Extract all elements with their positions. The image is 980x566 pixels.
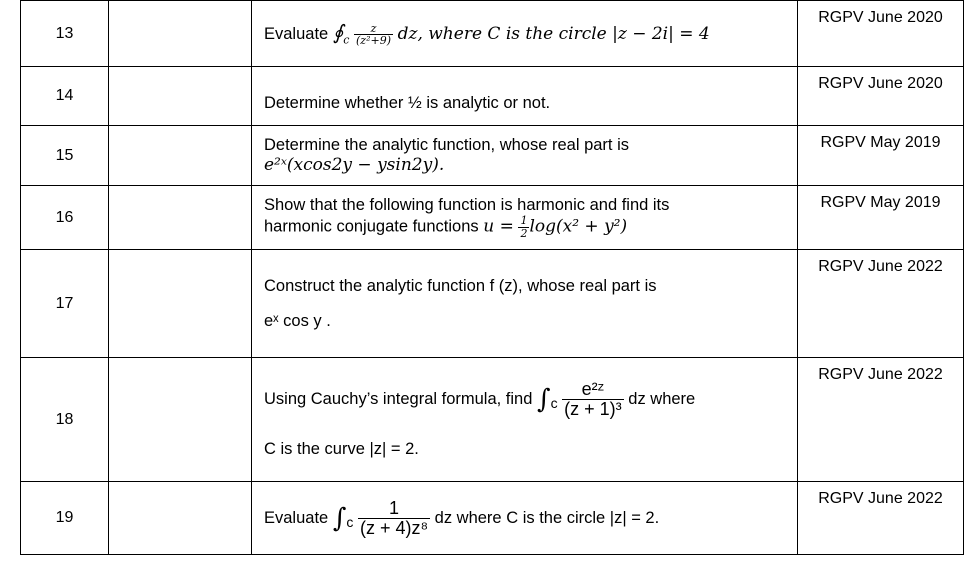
- source-label: RGPV June 2020: [798, 67, 964, 126]
- question-line-1: Determine the analytic function, whose real part is: [264, 136, 630, 154]
- question-number: 16: [21, 186, 109, 250]
- question-number: 13: [21, 1, 109, 67]
- question-text: [252, 358, 798, 482]
- source-label: RGPV May 2019: [798, 186, 964, 250]
- table-row: [21, 1, 964, 67]
- question-text: [252, 126, 798, 186]
- fraction: [358, 499, 430, 538]
- table-row: [21, 482, 964, 555]
- fraction-denominator: (z + 4)z⁸: [359, 517, 429, 538]
- question-line-1: Construct the analytic function f (z), whose real part is: [264, 276, 657, 295]
- question-line-1: [264, 380, 797, 419]
- table-row: [21, 250, 964, 358]
- fraction-numerator: e²ᶻ: [562, 380, 624, 400]
- fraction-numerator: 1: [520, 213, 528, 227]
- question-suffix: dz, where C is the circle |z − 2i| = 4: [397, 24, 710, 45]
- question-prefix: Evaluate: [264, 25, 329, 44]
- question-number: 19: [21, 482, 109, 555]
- questions-table-container: [20, 0, 963, 555]
- question-number: 15: [21, 126, 109, 186]
- table-row: [21, 186, 964, 250]
- fraction-denominator: (z²+9): [356, 34, 392, 48]
- question-line-1: Show that the following function is harmonic and find its: [264, 195, 670, 214]
- questions-table: [20, 0, 964, 555]
- question-text: [252, 186, 798, 250]
- fraction-denominator: 2: [520, 226, 528, 240]
- fraction-numerator: z: [354, 23, 393, 36]
- question-text: [252, 1, 798, 67]
- question-line-2-text: harmonic conjugate functions: [264, 217, 479, 236]
- question-prefix: Using Cauchy’s integral formula, find: [264, 389, 533, 408]
- blank-cell: [109, 482, 252, 555]
- question-number: 14: [21, 67, 109, 126]
- question-line-2: e²ˣ(xcos2y − ysin2y).: [264, 155, 445, 175]
- question-text: [252, 250, 798, 358]
- question-number: 18: [21, 358, 109, 482]
- blank-cell: [109, 1, 252, 67]
- integral-subscript: c: [346, 513, 354, 530]
- fraction: [518, 215, 529, 239]
- integral-symbol: ∫: [332, 503, 347, 533]
- question-prefix: Evaluate: [264, 508, 329, 527]
- question-line-2: [264, 215, 797, 239]
- question-text: [252, 482, 798, 555]
- blank-cell: [109, 126, 252, 186]
- fraction: [354, 23, 393, 47]
- source-label: RGPV June 2022: [798, 250, 964, 358]
- fraction-denominator: (z + 1)³: [564, 398, 622, 419]
- source-label: RGPV May 2019: [798, 126, 964, 186]
- question-suffix: dz where: [628, 389, 696, 408]
- blank-cell: [109, 250, 252, 358]
- fraction: [562, 380, 624, 419]
- math-expression: log(x² + y²): [529, 216, 628, 237]
- integral-subscript: c: [550, 394, 558, 411]
- fraction-numerator: 1: [358, 499, 430, 519]
- integral-symbol: ∫: [537, 384, 551, 414]
- question-line-2: C is the curve |z| = 2.: [264, 440, 419, 459]
- table-row: [21, 358, 964, 482]
- question-line: Determine whether ½ is analytic or not.: [264, 93, 551, 112]
- table-row: [21, 67, 964, 126]
- math-expression: u =: [483, 216, 514, 237]
- blank-cell: [109, 358, 252, 482]
- question-text: [252, 67, 798, 126]
- source-label: RGPV June 2020: [798, 1, 964, 67]
- blank-cell: [109, 67, 252, 126]
- source-label: RGPV June 2022: [798, 482, 964, 555]
- table-row: [21, 126, 964, 186]
- contour-subscript: c: [343, 33, 350, 47]
- question-suffix: dz where C is the circle |z| = 2.: [434, 508, 660, 527]
- question-line-2: eˣ cos y .: [264, 311, 331, 330]
- question-number: 17: [21, 250, 109, 358]
- blank-cell: [109, 186, 252, 250]
- contour-integral-symbol: ∮: [332, 20, 344, 45]
- source-label: RGPV June 2022: [798, 358, 964, 482]
